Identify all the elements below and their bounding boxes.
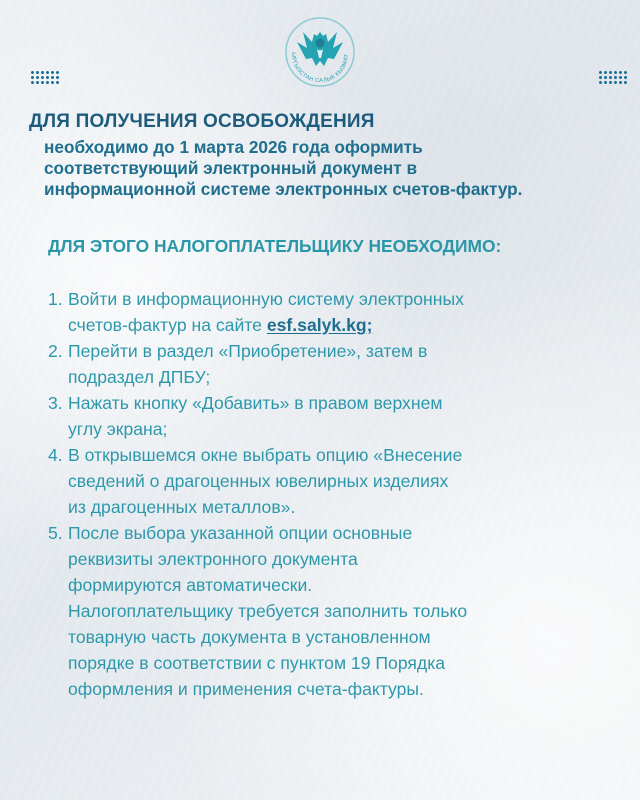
step-line: В открывшемся окне выбрать опцию «Внесение (68, 445, 463, 465)
step-item (48, 286, 620, 338)
step-item (48, 338, 620, 390)
step-line: оформления и применения счета-фактуры. (68, 679, 424, 699)
step-text (68, 286, 620, 338)
step-line: Перейти в раздел «Приобретение», затем в (68, 341, 428, 361)
step-number: 3. (48, 393, 63, 413)
step-number: 2. (48, 341, 63, 361)
decorative-dots-left (30, 70, 60, 86)
step-line: После выбора указанной опции основные (68, 523, 413, 543)
step-line (68, 312, 620, 338)
step-number: 5. (48, 523, 63, 543)
step-number: 4. (48, 445, 63, 465)
step-item (48, 442, 620, 520)
step-line: реквизиты электронного документа (68, 549, 358, 569)
step-text (68, 338, 620, 390)
step-item (48, 520, 620, 702)
step-line: порядке в соответствии с пунктом 19 Порядка (68, 653, 446, 673)
eagle-emblem-icon (282, 14, 358, 90)
step-line: Войти в информационную систему электронных (68, 289, 464, 309)
logo-text: ЫРГЫЗСТАН САЛЫК КЫЗМАТ (289, 52, 351, 85)
step-item (48, 390, 620, 442)
step-number: 1. (48, 289, 63, 309)
section-heading: ДЛЯ ЭТОГО НАЛОГОПЛАТЕЛЬЩИКУ НЕОБХОДИМО: (48, 236, 502, 256)
step-line-prefix: счетов-фактур на сайте (68, 315, 267, 335)
step-line: формируются автоматически. (68, 575, 313, 595)
tax-service-logo (282, 14, 358, 90)
step-line: Нажать кнопку «Добавить» в правом верхнем (68, 393, 443, 413)
step-text (68, 520, 620, 702)
step-text (68, 442, 620, 520)
step-line: из драгоценных металлов». (68, 497, 296, 517)
step-line: углу экрана; (68, 419, 168, 439)
decorative-dots-right (598, 70, 628, 86)
step-text (68, 390, 620, 442)
esf-salyk-link[interactable]: esf.salyk.kg; (266, 315, 373, 335)
step-line: подраздел ДПБУ; (68, 367, 211, 387)
step-line: товарную часть документа в установленном (68, 627, 431, 647)
subtitle-line: необходимо до 1 марта 2026 года оформить (44, 137, 423, 157)
subtitle-line: информационной системе электронных счетов-фактур. (44, 179, 523, 199)
page-title: ДЛЯ ПОЛУЧЕНИЯ ОСВОБОЖДЕНИЯ (29, 111, 375, 132)
subtitle (44, 137, 624, 200)
step-line: сведений о драгоценных ювелирных изделиях (68, 471, 449, 491)
step-line: Налогоплательщику требуется заполнить только (68, 601, 468, 621)
subtitle-line: соответствующий электронный документ в (44, 158, 418, 178)
steps-list (48, 286, 620, 702)
